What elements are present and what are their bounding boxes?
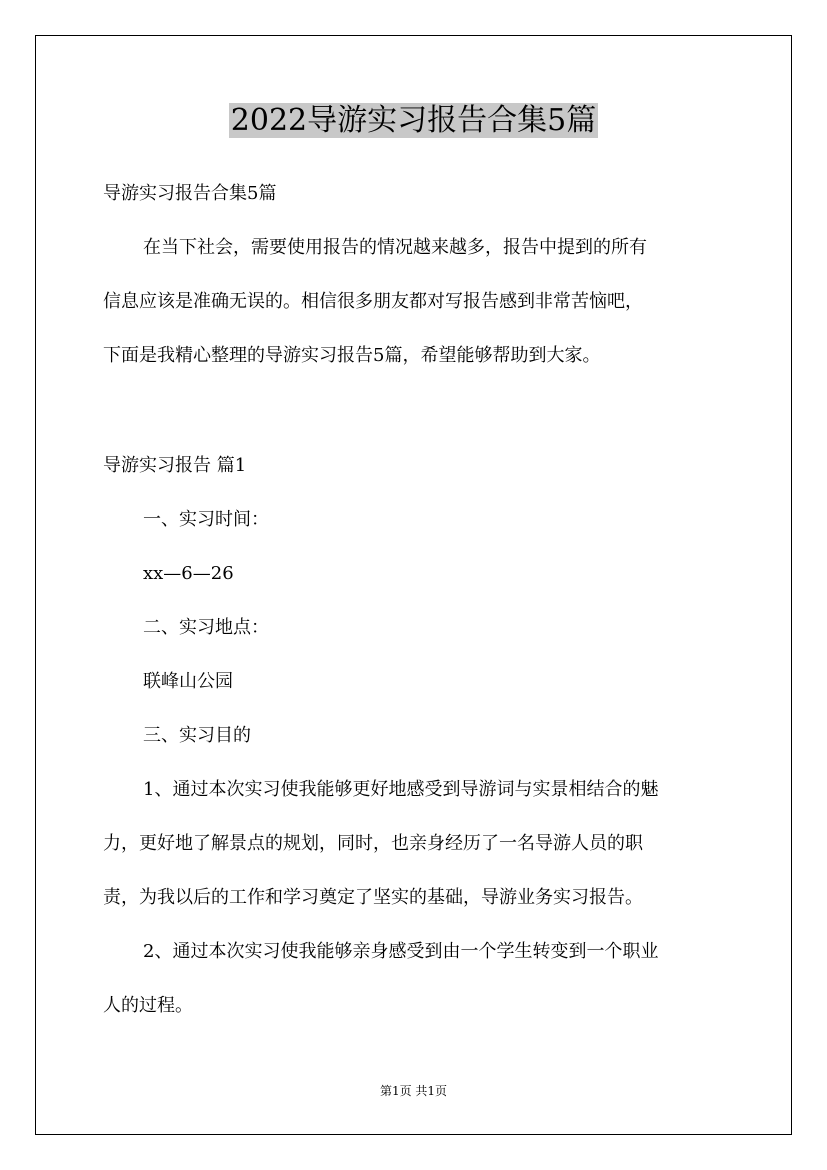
time-label: 一、实习时间： <box>143 509 269 530</box>
place-label: 二、实习地点： <box>143 617 269 638</box>
purpose-paragraph-line: 1、通过本次实习使我能够更好地感受到导游词与实景相结合的魅 <box>143 779 659 800</box>
purpose-paragraph-line: 人的过程。 <box>103 995 193 1016</box>
document-subtitle: 导游实习报告合集5篇 <box>103 183 277 204</box>
intro-line: 下面是我精心整理的导游实习报告5篇，希望能够帮助到大家。 <box>103 345 601 366</box>
purpose-paragraph-line: 力，更好地了解景点的规划，同时，也亲身经历了一名导游人员的职 <box>103 833 643 854</box>
purpose-paragraph-line: 2、通过本次实习使我能够亲身感受到由一个学生转变到一个职业 <box>143 941 659 962</box>
time-value: xx—6—26 <box>143 563 234 584</box>
document-title-text: 2022导游实习报告合集5篇 <box>230 103 597 138</box>
purpose-label: 三、实习目的 <box>143 725 251 746</box>
intro-line: 信息应该是准确无误的。相信很多朋友都对写报告感到非常苦恼吧， <box>103 291 643 312</box>
page-footer: 第1页 共1页 <box>379 1084 448 1098</box>
intro-line: 在当下社会，需要使用报告的情况越来越多，报告中提到的所有 <box>143 237 647 258</box>
purpose-paragraph-line: 责，为我以后的工作和学习奠定了坚实的基础，导游业务实习报告。 <box>103 887 643 908</box>
document-title <box>0 100 827 142</box>
section-heading: 导游实习报告 篇1 <box>103 455 247 476</box>
place-value: 联峰山公园 <box>143 671 233 692</box>
